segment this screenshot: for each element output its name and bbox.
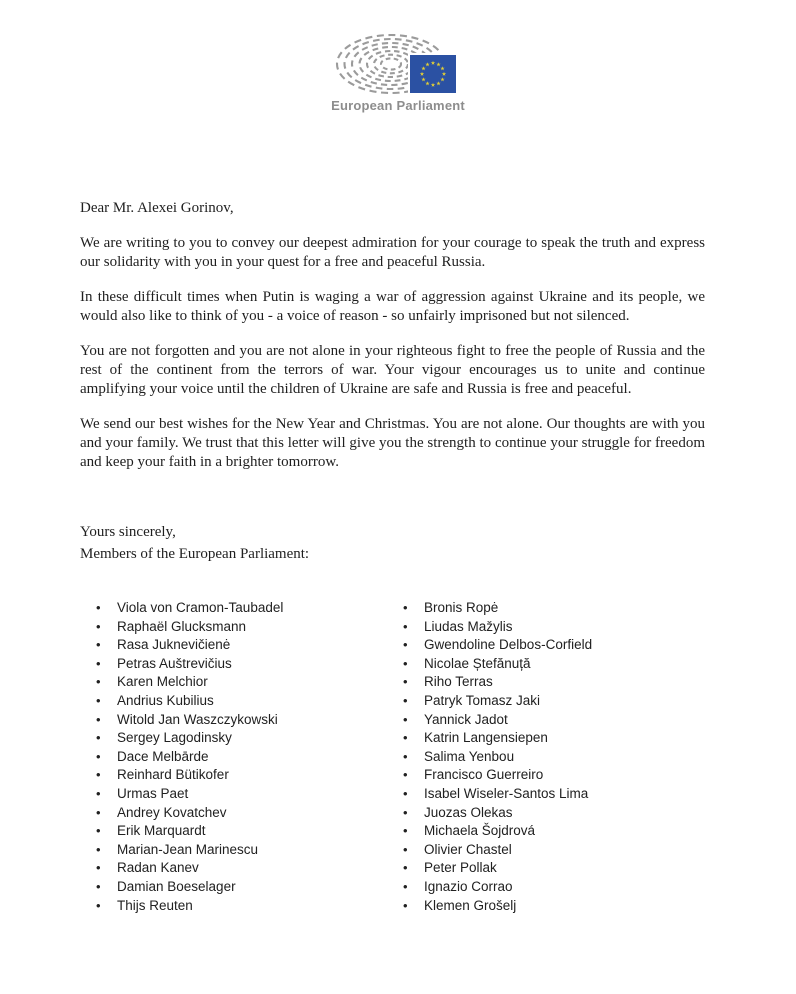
closing-block: [80, 521, 705, 565]
paragraph-1: We are writing to you to convey our deepest admiration for your courage to speak the truth and express our solidarity with you in your quest for a free and peaceful Russia.: [80, 235, 705, 270]
ep-logo-caption: European Parliament: [331, 98, 465, 113]
signatory-item: • Andrey Kovatchev: [95, 804, 402, 823]
signatory-item: • Reinhard Bütikofer: [95, 766, 402, 785]
signatory-item: • Petras Auštrevičius: [95, 655, 402, 674]
signatory-item: • Erik Marquardt: [95, 822, 402, 841]
paragraph-4: We send our best wishes for the New Year and Christmas. You are not alone. Our thoughts are with you and your family. We trust that this letter will give you the strength to continue your struggle for freedom and keep your faith in a brighter tomorrow.: [80, 416, 705, 470]
signatory-item: • Radan Kanev: [95, 859, 402, 878]
signatory-item: • Raphaël Glucksmann: [95, 618, 402, 637]
paragraph-2: In these difficult times when Putin is waging a war of aggression against Ukraine and its people, we would also like to think of you - a voice of reason - so unfairly imprisoned but not silenced.: [80, 289, 705, 324]
signatory-item: • Sergey Lagodinsky: [95, 729, 402, 748]
signatory-item: • Urmas Paet: [95, 785, 402, 804]
signatory-item: • Dace Melbārde: [95, 748, 402, 767]
signatory-item: • Katrin Langensiepen: [402, 729, 722, 748]
signatory-item: • Isabel Wiseler-Santos Lima: [402, 785, 722, 804]
signatories-left-column: [95, 599, 402, 915]
signatory-item: • Witold Jan Waszczykowski: [95, 711, 402, 730]
signatory-item: • Ignazio Corrao: [402, 878, 722, 897]
signatory-item: • Viola von Cramon-Taubadel: [95, 599, 402, 618]
signatory-item: • Peter Pollak: [402, 859, 722, 878]
signatories-right-column: [402, 599, 722, 915]
signatory-item: • Francisco Guerreiro: [402, 766, 722, 785]
signatory-item: • Damian Boeselager: [95, 878, 402, 897]
signatory-item: • Thijs Reuten: [95, 897, 402, 916]
signatory-item: • Michaela Šojdrová: [402, 822, 722, 841]
eu-flag: [409, 54, 457, 94]
signatories: [95, 599, 796, 915]
signatory-item: • Klemen Grošelj: [402, 897, 722, 916]
signatory-item: • Patryk Tomasz Jaki: [402, 692, 722, 711]
signatory-item: • Olivier Chastel: [402, 841, 722, 860]
signatory-item: • Salima Yenbou: [402, 748, 722, 767]
signatory-item: • Nicolae Ștefănuță: [402, 655, 722, 674]
signatory-item: • Rasa Juknevičienė: [95, 636, 402, 655]
ep-logo: [0, 0, 796, 113]
signatory-item: • Karen Melchior: [95, 673, 402, 692]
signatory-item: • Bronis Ropė: [402, 599, 722, 618]
signatory-item: • Riho Terras: [402, 673, 722, 692]
signatory-item: • Juozas Olekas: [402, 804, 722, 823]
signatory-item: • Yannick Jadot: [402, 711, 722, 730]
signatory-item: • Andrius Kubilius: [95, 692, 402, 711]
signatory-item: • Marian-Jean Marinescu: [95, 841, 402, 860]
letter-body: [0, 199, 705, 565]
closing-line-1: Yours sincerely,: [80, 524, 176, 540]
signatory-item: • Liudas Mažylis: [402, 618, 722, 637]
ep-logo-graphic: [335, 34, 461, 96]
signatory-item: • Gwendoline Delbos-Corfield: [402, 636, 722, 655]
paragraph-3: You are not forgotten and you are not alone in your righteous fight to free the people of Russia and the rest of the continent from the terrors of war. Your vigour encourages us to unite and continue amplifying your voice until the children of Ukraine are safe and Russia is free and peaceful.: [80, 343, 705, 397]
closing-line-2: Members of the European Parliament:: [80, 546, 310, 562]
salutation: Dear Mr. Alexei Gorinov,: [80, 200, 234, 216]
